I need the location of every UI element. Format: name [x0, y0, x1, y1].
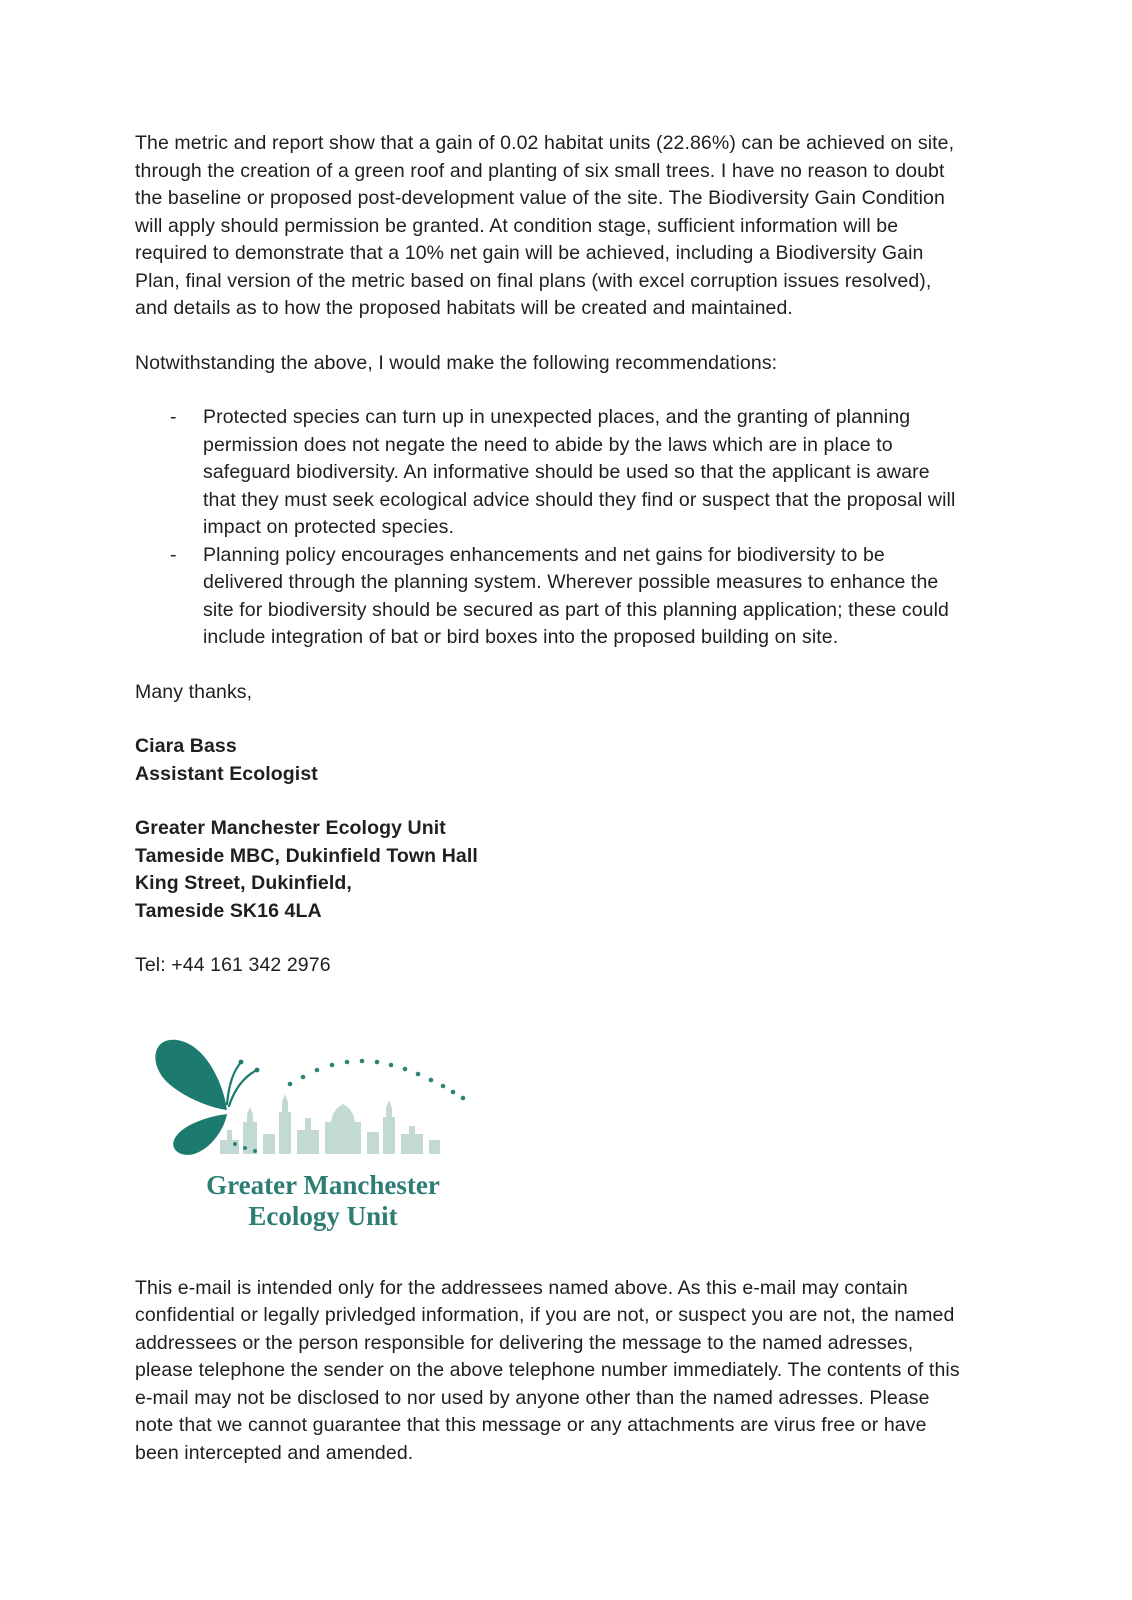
signature-title: Assistant Ecologist [135, 762, 318, 785]
logo-text-line2: Ecology Unit [248, 1200, 398, 1231]
org-address-line: Tameside SK16 4LA [135, 899, 322, 922]
signature-name: Ciara Bass [135, 735, 237, 757]
signature-block [135, 733, 967, 788]
bullet-text-planning-policy: Planning policy encourages enhancements and net gains for biodiversity to be delivered through the planning system. Wherever possible measures to enhance the site for biodiversity should be secured as part of this planning application; these could include integration of bat or bird boxes into the proposed building on site. [203, 543, 950, 648]
organisation-address-block [135, 815, 967, 925]
list-item [135, 542, 967, 652]
org-name-line: Greater Manchester Ecology Unit [135, 817, 446, 839]
recommendations-intro: Notwithstanding the above, I would make the following recommendations: [135, 351, 778, 374]
gmeu-logo-graphic [135, 1022, 515, 1240]
logo-text-line1: Greater Manchester [206, 1169, 440, 1200]
org-address-line: Tameside MBC, Dukinfield Town Hall [135, 844, 478, 867]
closing-line: Many thanks, [135, 680, 253, 703]
skyline-graphic [220, 1094, 440, 1154]
bullet-dash-marker: - [170, 543, 177, 566]
bullet-dash-marker: - [170, 406, 177, 428]
bullet-text-protected-species: Protected species can turn up in unexpected places, and the granting of planning permission does not negate the need to abide by the laws which are in place to safeguard biodiversity. An informative should be used so that the applicant is aware that they must seek ecological advice should they find or suspect that the proposal will impact on protected species. [203, 406, 956, 538]
intro-paragraph: The metric and report show that a gain of 0.02 habitat units (22.86%) can be achieved on site, through the creation of a green roof and planting of six small trees. I have no reason to doubt the baseline or proposed post-development value of the site. The Biodiversity Gain Condition will apply should permission be granted. At condition stage, sufficient information will be required to demonstrate that a 10% net gain will be achieved, including a Biodiversity Gain Plan, final version of the metric based on final plans (with excel corruption issues resolved), and details as to how the proposed habitats will be created and maintained. [135, 132, 955, 319]
org-address-line: King Street, Dukinfield, [135, 872, 352, 894]
gmeu-logo [135, 1022, 515, 1245]
recommendations-list [135, 404, 967, 652]
disclaimer-paragraph: This e-mail is intended only for the addressees named above. As this e-mail may contain confidential or legally privledged information, if you are not, or suspect you are not, the named addressees or the person responsible for delivering the message to the named adresses, please telephone the sender on the above telephone number immediately. The contents of this e-mail may not be disclosed to nor used by anyone other than the named adresses. Please note that we cannot guarantee that this message or any attachments are virus free or have been intercepted and amended. [135, 1276, 960, 1464]
list-item [135, 404, 967, 542]
telephone-line: Tel: +44 161 342 2976 [135, 954, 331, 976]
